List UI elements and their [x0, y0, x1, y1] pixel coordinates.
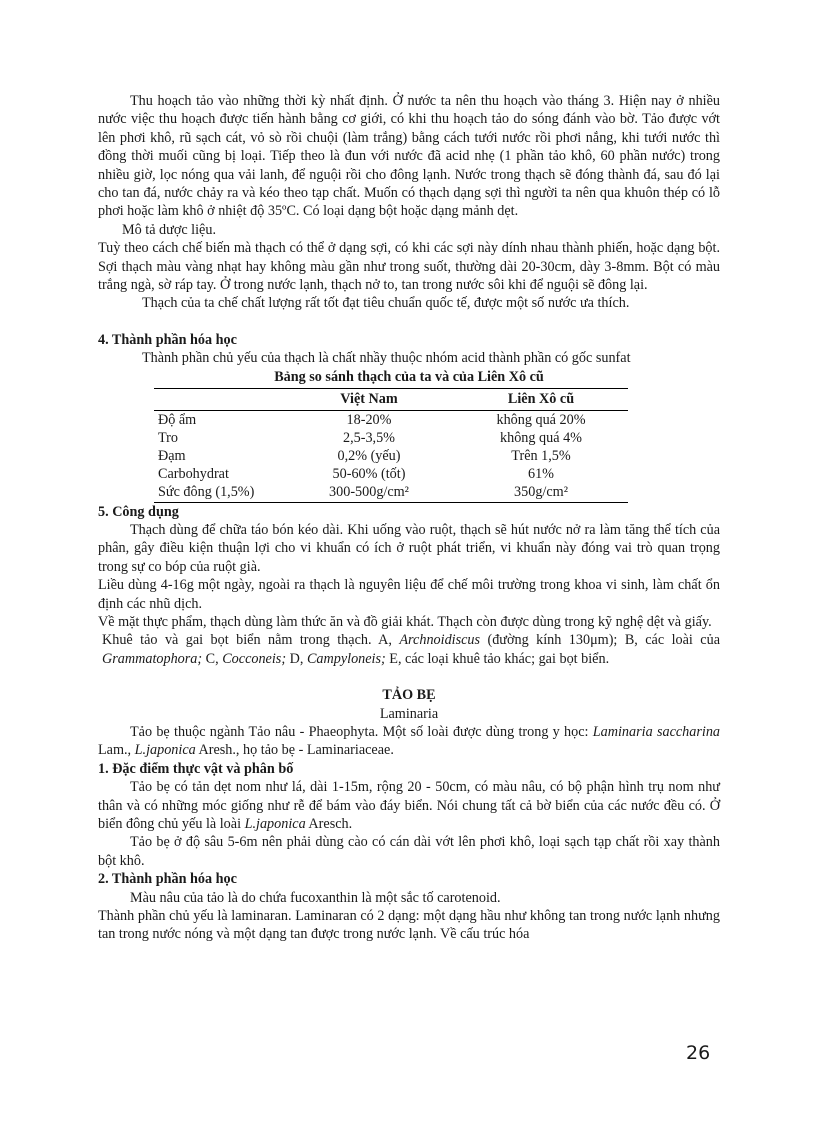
table-cell: 61% [527, 466, 554, 483]
laminaria-s1-p1: Tảo bẹ có tản dẹt nom như lá, dài 1-15m, rộng 20 - 50cm, có màu nâu, có bộ phận hình trụ nom như thân và có những móc giống như rễ để bám vào đáy biển. Nói chung tất cả bờ biển của các nước đều có. Ở biển đông chủ yếu là loài L.japonica Aresch. [98, 779, 720, 833]
table-cell: không quá 20% [496, 411, 586, 428]
table-cell: 50-60% (tốt) [332, 466, 406, 483]
section4-text: Thành phần chủ yếu của thạch là chất nhầy thuộc nhóm acid thành phần có gốc sunfat [142, 350, 631, 367]
table-cell: 0,2% (yếu) [337, 447, 401, 464]
laminaria-s1-p2: Tảo bẹ ở độ sâu 5-6m nên phải dùng cào có cán dài vớt lên phơi khô, loại sạch tạp chất rồi xay thành bột khô. [98, 834, 720, 869]
table-row [154, 447, 628, 465]
laminaria-intro: Tảo bẹ thuộc ngành Tảo nâu - Phaeophyta. Một số loài được dùng trong y học: Laminaria saccharina Lam., L.japonica Aresh., họ tảo bẹ - Laminariaceae. [98, 723, 721, 759]
laminaria-title: TẢO BẸ [382, 687, 436, 704]
table-cell: 18-20% [346, 411, 392, 428]
section5-heading: 5. Công dụng [98, 503, 179, 520]
laminaria-subtitle: Laminaria [379, 705, 439, 722]
table-row [154, 465, 628, 483]
header-cell [154, 389, 284, 410]
table-cell: Tro [158, 429, 178, 446]
page-content [98, 92, 720, 944]
table-cell: Carbohydrat [158, 466, 229, 483]
table-row [154, 483, 628, 502]
table-cell: 300-500g/cm² [284, 483, 454, 502]
table-row [154, 410, 628, 429]
laminaria-s1-heading: 1. Đặc điểm thực vật và phân bố [98, 760, 294, 777]
harvest-paragraph: Thu hoạch tảo vào những thời kỳ nhất định. Ở nước ta nên thu hoạch vào tháng 3. Hiện nay ở nhiều nước việc thu hoạch được tiến hành bằng cơ giới, có khi thu hoạch tảo do sóng đánh vào bờ. Tảo được vớt lên phơi khô, rũ sạch cát, vỏ sò rồi chuội (làm trắng) bằng cách tưới nước rồi phơi nắng, khi tưới nước thì đồng thời muối cũng bị loại. Tiếp theo là đun với nước đã acid nhẹ (1 phần tảo khô, 60 phần nước) trong nhiều giờ, lọc nóng qua vải lanh, để nguội rồi cho đông lạnh. Nước trong thạch sẽ đóng thành đá, sau đó lại cho tan đá, nước chảy ra và kéo theo tạp chất. Muốn có thạch dạng sợi thì người ta nên qua khuôn thép có lỗ phơi hoặc làm khô ở nhiệt độ 35ºC. Có loại dạng bột hoặc dạng mảnh dẹt. [98, 93, 720, 220]
table-cell: Trên 1,5% [511, 447, 571, 464]
laminaria-s2-p2: Thành phần chủ yếu là laminaran. Laminaran có 2 dạng: một dạng hầu như không tan trong nước lạnh nhưng tan trong nước nóng và một dạng tan được trong nước lạnh. Về cấu trúc hóa [98, 908, 720, 943]
table-cell: Đạm [158, 447, 186, 464]
food-paragraph: Về mặt thực phẩm, thạch dùng làm thức ăn và đồ giải khát. Thạch còn được dùng trong kỹ nghệ dệt và giấy. [98, 613, 712, 630]
table-cell: 2,5-3,5% [342, 429, 395, 446]
quality-paragraph: Thạch của ta chế chất lượng rất tốt đạt tiêu chuẩn quốc tế, được một số nước ưa thích. [142, 295, 630, 312]
table-header-row [154, 389, 628, 410]
laminaria-s2-p1: Màu nâu của tảo là do chứa fucoxanthin là một sắc tố carotenoid. [130, 889, 501, 906]
laminaria-s2-heading: 2. Thành phần hóa học [98, 871, 237, 888]
dosage-paragraph: Liều dùng 4-16g một ngày, ngoài ra thạch là nguyên liệu để chế môi trường trong khoa vi sinh, làm chất ổn định các nhũ dịch. [98, 577, 720, 612]
table-cell: 350g/cm² [454, 483, 628, 502]
section4-heading: 4. Thành phần hóa học [98, 331, 237, 348]
description-label: Mô tả dược liệu. [122, 221, 216, 238]
description-paragraph: Tuỳ theo cách chế biến mà thạch có thể ở dạng sợi, có khi các sợi này dính nhau thành phiến, hoặc dạng bột. Sợi thạch màu vàng nhạt hay không màu gần như trong suốt, thường dài 20-30cm, dày 3-8mm. Bột có màu trắng ngà, sờ ráp tay. Ở trong nước lạnh, thạch nở to, tan trong nước sôi khi để nguội sẽ đông lại. [98, 240, 720, 294]
table-row [154, 429, 628, 447]
header-cell: Việt Nam [284, 389, 454, 410]
figure-caption: Khuê tảo và gai bọt biển nằm trong thạch. A, Archnoidiscus (đường kính 130μm); B, các loài của Grammatophora; C, Cocconeis; D, Campyloneis; E, các loại khuê tảo khác; gai bọt biển. [102, 632, 720, 667]
uses-paragraph: Thạch dùng để chữa táo bón kéo dài. Khi uống vào ruột, thạch sẽ hút nước nở ra làm tăng thể tích của phân, gây điều kiện thuận lợi cho vi khuẩn có ích ở ruột phát triển, vi khuẩn này đóng vai trò quan trọng trong sự co bóp của ruột già. [98, 521, 720, 575]
header-cell: Liên Xô cũ [454, 389, 628, 410]
table-cell: Độ ẩm [158, 411, 197, 428]
page-number: 26 [686, 1042, 711, 1064]
table-cell: Sức đông (1,5%) [154, 483, 284, 502]
comparison-table [154, 388, 628, 502]
table-cell: không quá 4% [500, 429, 582, 446]
table-title: Bảng so sánh thạch của ta và của Liên Xô cũ [274, 368, 544, 385]
